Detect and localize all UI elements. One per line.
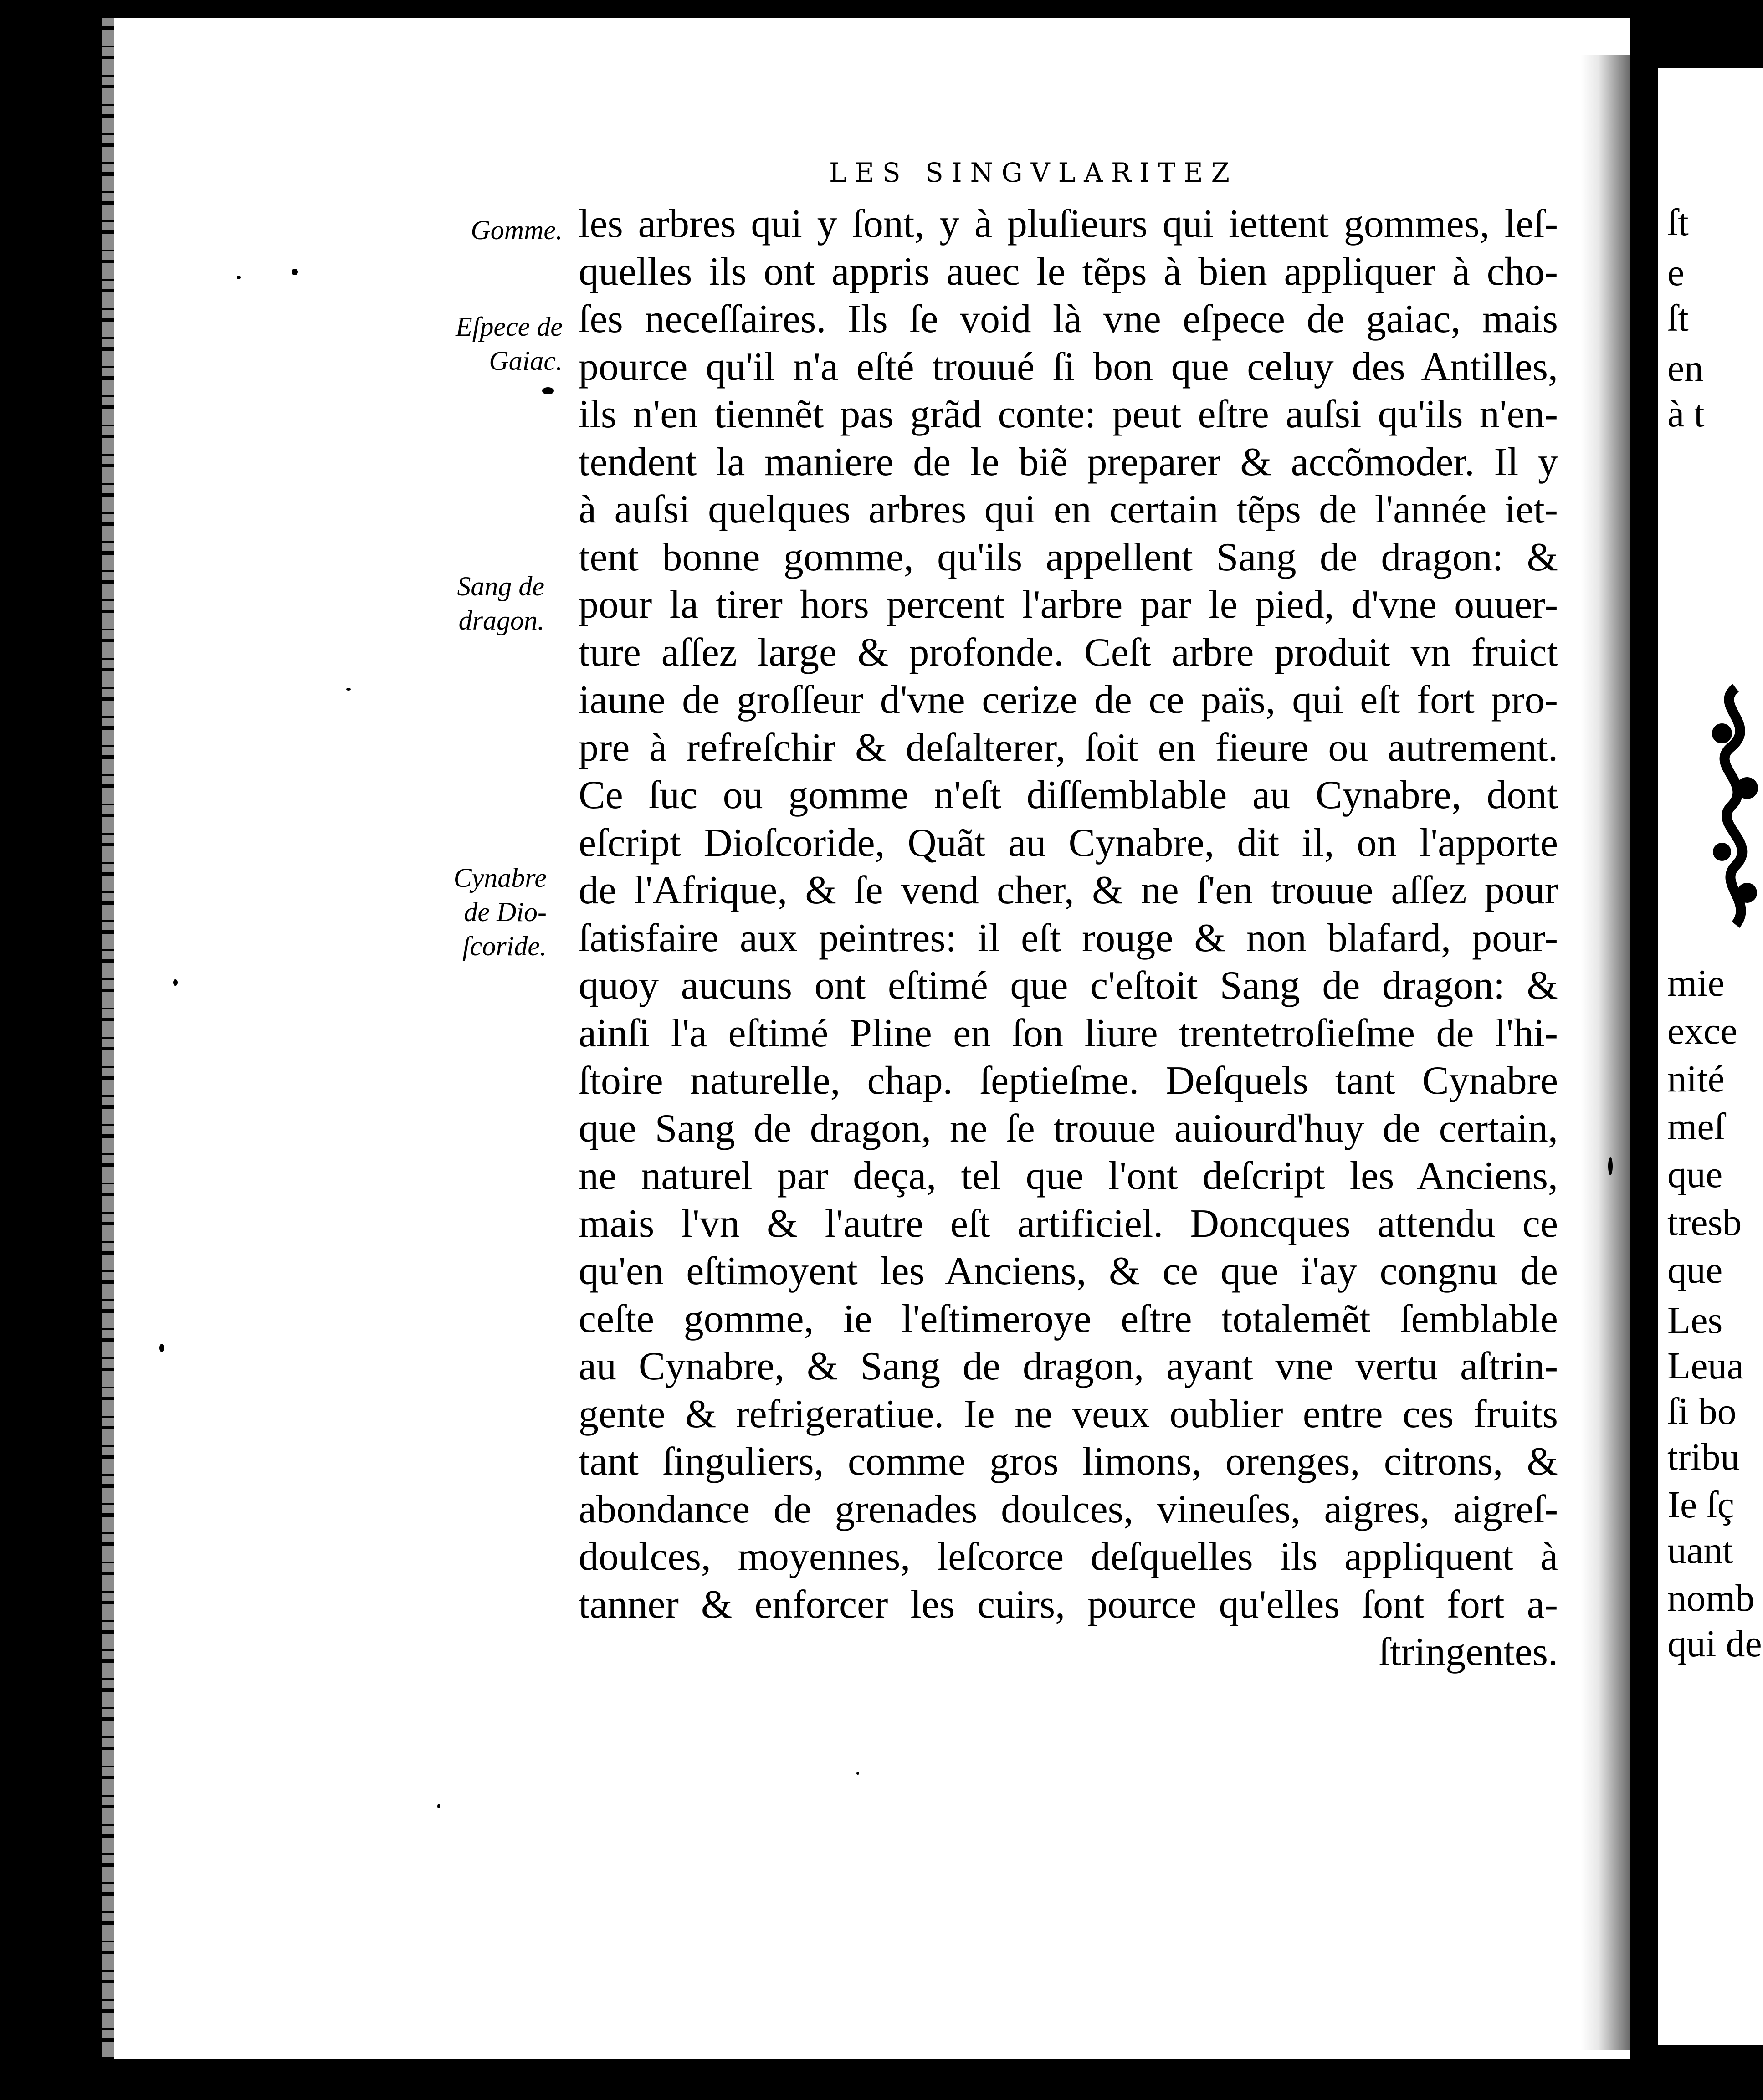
margin-note-line: Gaiac.: [489, 346, 563, 376]
text-line: ceſte gomme, ie l'eſtimeroye eſtre totalemẽt ſemblable: [579, 1296, 1558, 1341]
text-line: tant ſinguliers, comme gros limons, orenges, citrons, &: [579, 1439, 1558, 1484]
ornament-icon: [1704, 679, 1763, 934]
margin-note-gomme: [451, 213, 563, 247]
facing-fragment: nomb: [1667, 1577, 1755, 1619]
text-line: tent bonne gomme, qu'ils appellent Sang de dragon: &: [579, 535, 1558, 579]
text-line: Ce ſuc ou gomme n'eſt diſſemblable au Cynabre, dont: [579, 773, 1558, 817]
facing-fragment: exce: [1667, 1010, 1737, 1052]
text-line: que Sang de dragon, ne ſe trouue auiourd'huy de certain,: [579, 1106, 1558, 1151]
scan-speck: [437, 1804, 440, 1808]
text-line-catchword: ſtringentes.: [1379, 1630, 1558, 1674]
text-line: ainſi l'a eſtimé Pline en ſon liure trentetroſieſme de l'hi-: [579, 1011, 1558, 1055]
margin-note-line: dragon.: [458, 605, 544, 635]
text-line: pource qu'il n'a eſté trouué ſi bon que celuy des Antilles,: [579, 344, 1558, 389]
text-line: doulces, moyennes, leſcorce deſquelles ils appliquent à: [579, 1535, 1558, 1579]
facing-fragment: que: [1667, 1249, 1723, 1291]
margin-note-cynabre: [433, 861, 547, 963]
facing-fragment: mie: [1667, 962, 1725, 1004]
text-line: de l'Afrique, & ſe vend cher, & ne ſ'en trouue aſſez pour: [579, 868, 1558, 912]
scan-speck: [346, 688, 351, 691]
margin-note-line: Cynabre: [453, 863, 547, 893]
text-line: tanner & enforcer les cuirs, pource qu'elles ſont fort a-: [579, 1582, 1558, 1627]
facing-fragment: qui de: [1667, 1623, 1762, 1665]
text-line: qu'en eſtimoyent les Anciens, & ce que i'ay congnu de: [579, 1249, 1558, 1293]
facing-fragment: meſ: [1667, 1106, 1725, 1148]
text-line: pour la tirer hors percent l'arbre par le pied, d'vne ouuer-: [579, 583, 1558, 627]
facing-fragment: Ie ſç: [1667, 1484, 1734, 1526]
gutter-shadow: [1581, 55, 1631, 2050]
scan-speck: [237, 276, 241, 279]
facing-fragment: que: [1667, 1153, 1723, 1196]
facing-fragment: tresb: [1667, 1201, 1742, 1244]
facing-fragment: à t: [1667, 393, 1705, 435]
text-line: ſatisfaire aux peintres: il eſt rouge & non blafard, pour-: [579, 916, 1558, 960]
text-line: abondance de grenades doulces, vineuſes, aigres, aigreſ-: [579, 1487, 1558, 1531]
scan-speck: [173, 979, 178, 986]
text-line: à auſsi quelques arbres qui en certain tẽps de l'année iet-: [579, 487, 1558, 532]
facing-fragment: Leua: [1667, 1345, 1744, 1387]
text-line: les arbres qui y ſont, y à pluſieurs qui iettent gommes, leſ-: [579, 202, 1558, 246]
text-line: tendent la maniere de le biẽ preparer & accõmoder. Il y: [579, 440, 1558, 484]
facing-fragment: uant: [1667, 1529, 1733, 1572]
scan-speck: [856, 1772, 859, 1775]
text-line: mais l'vn & l'autre eſt artificiel. Doncques attendu ce: [579, 1201, 1558, 1246]
text-line: eſcript Dioſcoride, Quãt au Cynabre, dit il, on l'apporte: [579, 820, 1558, 865]
text-line: ſtoire naturelle, chap. ſeptieſme. Deſquels tant Cynabre: [579, 1059, 1558, 1103]
text-line: quelles ils ont appris auec le tẽps à bien appliquer à cho-: [579, 249, 1558, 294]
facing-page-fragment: [1658, 68, 1763, 2045]
text-line: ils n'en tiennẽt pas grãd conte: peut eſtre auſsi qu'ils n'en-: [579, 392, 1558, 436]
text-line: pre à refreſchir & deſalterer, ſoit en fieure ou autrement.: [579, 725, 1558, 770]
margin-note-line: Gomme.: [471, 215, 563, 245]
running-head: LES SINGVLARITEZ: [829, 157, 1238, 188]
margin-note-line: ſcoride.: [462, 931, 547, 961]
facing-fragment: ſt: [1667, 201, 1689, 244]
facing-fragment: nité: [1667, 1058, 1725, 1100]
text-line: ne naturel par deça, tel que l'ont deſcript les Anciens,: [579, 1154, 1558, 1198]
facing-fragment: tribu: [1667, 1436, 1740, 1478]
scan-speck: [542, 387, 554, 394]
facing-fragment: e: [1667, 251, 1685, 294]
text-line: ture aſſez large & profonde. Ceſt arbre produit vn fruict: [579, 630, 1558, 675]
facing-fragment: Les: [1667, 1299, 1723, 1342]
main-text-block: [579, 200, 1558, 1676]
text-line: gente & refrigeratiue. Ie ne veux oublier entre ces fruits: [579, 1392, 1558, 1436]
margin-note-line: Eſpece de: [456, 312, 563, 342]
margin-note-espece-de-gaiac: [437, 310, 563, 378]
facing-fragment: ſi bo: [1667, 1390, 1737, 1433]
scan-speck: [292, 269, 298, 275]
margin-note-line: de Dio-: [464, 897, 547, 927]
margin-note-line: Sang de: [457, 571, 544, 601]
margin-note-sang-de-dragon: [437, 569, 544, 638]
text-line: iaune de groſſeur d'vne cerize de ce païs, qui eſt fort pro-: [579, 678, 1558, 722]
scan-speck: [1608, 1157, 1613, 1175]
facing-fragment: ſt: [1667, 297, 1689, 339]
scan-speck: [159, 1344, 164, 1352]
facing-fragment: en: [1667, 347, 1704, 389]
text-line: quoy aucuns ont eſtimé que c'eſtoit Sang de dragon: &: [579, 963, 1558, 1008]
text-line: au Cynabre, & Sang de dragon, ayant vne vertu aſtrin-: [579, 1344, 1558, 1388]
text-line: ſes neceſſaires. Ils ſe void là vne eſpece de gaiac, mais: [579, 297, 1558, 341]
